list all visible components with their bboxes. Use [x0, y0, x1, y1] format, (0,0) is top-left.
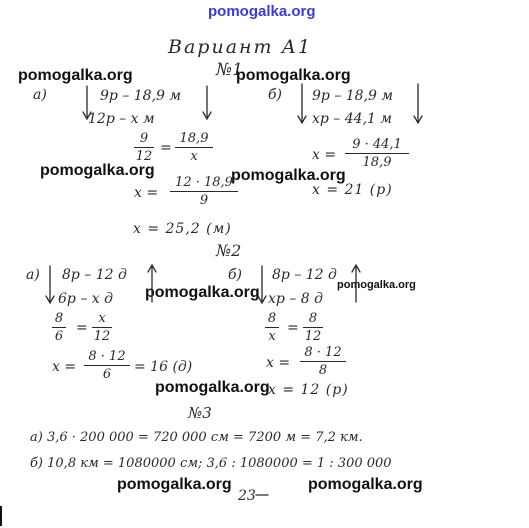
task2-b-solution-prefix: х = — [266, 355, 291, 371]
watermark-5: pomogalka.org — [145, 284, 260, 301]
fraction-denominator: х — [268, 329, 276, 344]
fraction-numerator: х — [98, 311, 106, 326]
task1-a-solution-prefix: х = — [134, 185, 159, 201]
task2-a-answer: = 16 (д) — [134, 359, 193, 375]
fraction-denominator: 8 — [318, 363, 328, 378]
watermark-9: pomogalka.org — [308, 476, 423, 493]
fraction-numerator: 12 · 18,9 — [175, 175, 233, 190]
fraction-denominator: 6 — [54, 329, 64, 344]
task2-b-label: б) — [228, 267, 243, 283]
fraction-numerator: 9 — [139, 131, 149, 146]
task3-line-a: а) 3,6 · 200 000 = 720 000 см = 7200 м = 7,2 км. — [30, 430, 363, 445]
fraction-denominator: 12 — [304, 329, 322, 344]
watermark-1: pomogalka.org — [18, 67, 133, 84]
task1-b-answer: х = 21 (р) — [312, 182, 393, 198]
fraction-numerator: 9 · 44,1 — [352, 137, 402, 152]
task2-a-label: а) — [26, 267, 40, 283]
watermark-6: pomogalka.org — [337, 279, 416, 291]
watermark-2: pomogalka.org — [236, 67, 351, 84]
task2-a-line2: 6р – х д — [58, 291, 113, 307]
task2-a-line1: 8р – 12 д — [62, 267, 127, 283]
watermark-top: pomogalka.org — [208, 3, 316, 20]
task3-line-b: б) 10,8 км = 1080000 см; 3,6 : 1080000 = 1 : 300 000 — [30, 456, 392, 471]
task1-b-solution-prefix: х = — [312, 147, 337, 163]
task2-b-answer: х = 12 (р) — [268, 382, 349, 398]
fraction-numerator: 8 · 12 — [304, 345, 342, 360]
fraction-denominator: 12 — [135, 149, 153, 164]
task1-a-line2: 12р – х м — [88, 111, 155, 127]
task2-b-line1: 8р – 12 д — [272, 267, 337, 283]
watermark-8: pomogalka.org — [117, 476, 232, 493]
page-number: 23 — [238, 488, 256, 504]
variant-heading: Вариант А1 — [168, 36, 313, 58]
task1-number: №1 — [216, 60, 243, 80]
fraction-denominator: 9 — [199, 193, 209, 208]
task2-a-solution-prefix: х = — [52, 359, 77, 375]
task1-a-label: а) — [33, 87, 47, 103]
fraction-numerator: 18,9 — [179, 131, 209, 146]
fraction-denominator: 12 — [93, 329, 111, 344]
fraction-numerator: 8 · 12 — [88, 349, 126, 364]
edge-mark — [0, 506, 2, 526]
watermark-4: pomogalka.org — [231, 167, 346, 184]
fraction-denominator: 18,9 — [362, 155, 392, 170]
task1-a-frac-equals: = — [160, 140, 172, 156]
task1-b-line1: 9р – 18,9 м — [312, 88, 393, 104]
task2-a-frac-equals: = — [76, 320, 88, 336]
watermark-7: pomogalka.org — [155, 379, 270, 396]
task1-a-answer: х = 25,2 (м) — [133, 221, 232, 237]
task1-a-line1: 9р – 18,9 м — [100, 88, 181, 104]
task2-b-line2: хр – 8 д — [268, 291, 323, 307]
fraction-denominator: х — [190, 149, 198, 164]
task2-b-frac-equals: = — [287, 320, 299, 336]
watermark-3: pomogalka.org — [40, 162, 155, 179]
task1-b-label: б) — [268, 87, 283, 103]
fraction-denominator: 6 — [102, 367, 112, 382]
task3-number: №3 — [188, 404, 212, 422]
task2-number: №2 — [216, 241, 242, 260]
fraction-numerator: 8 — [308, 311, 318, 326]
fraction-numerator: 8 — [267, 311, 277, 326]
fraction-numerator: 8 — [54, 311, 64, 326]
task1-b-line2: хр – 44,1 м — [312, 111, 392, 127]
